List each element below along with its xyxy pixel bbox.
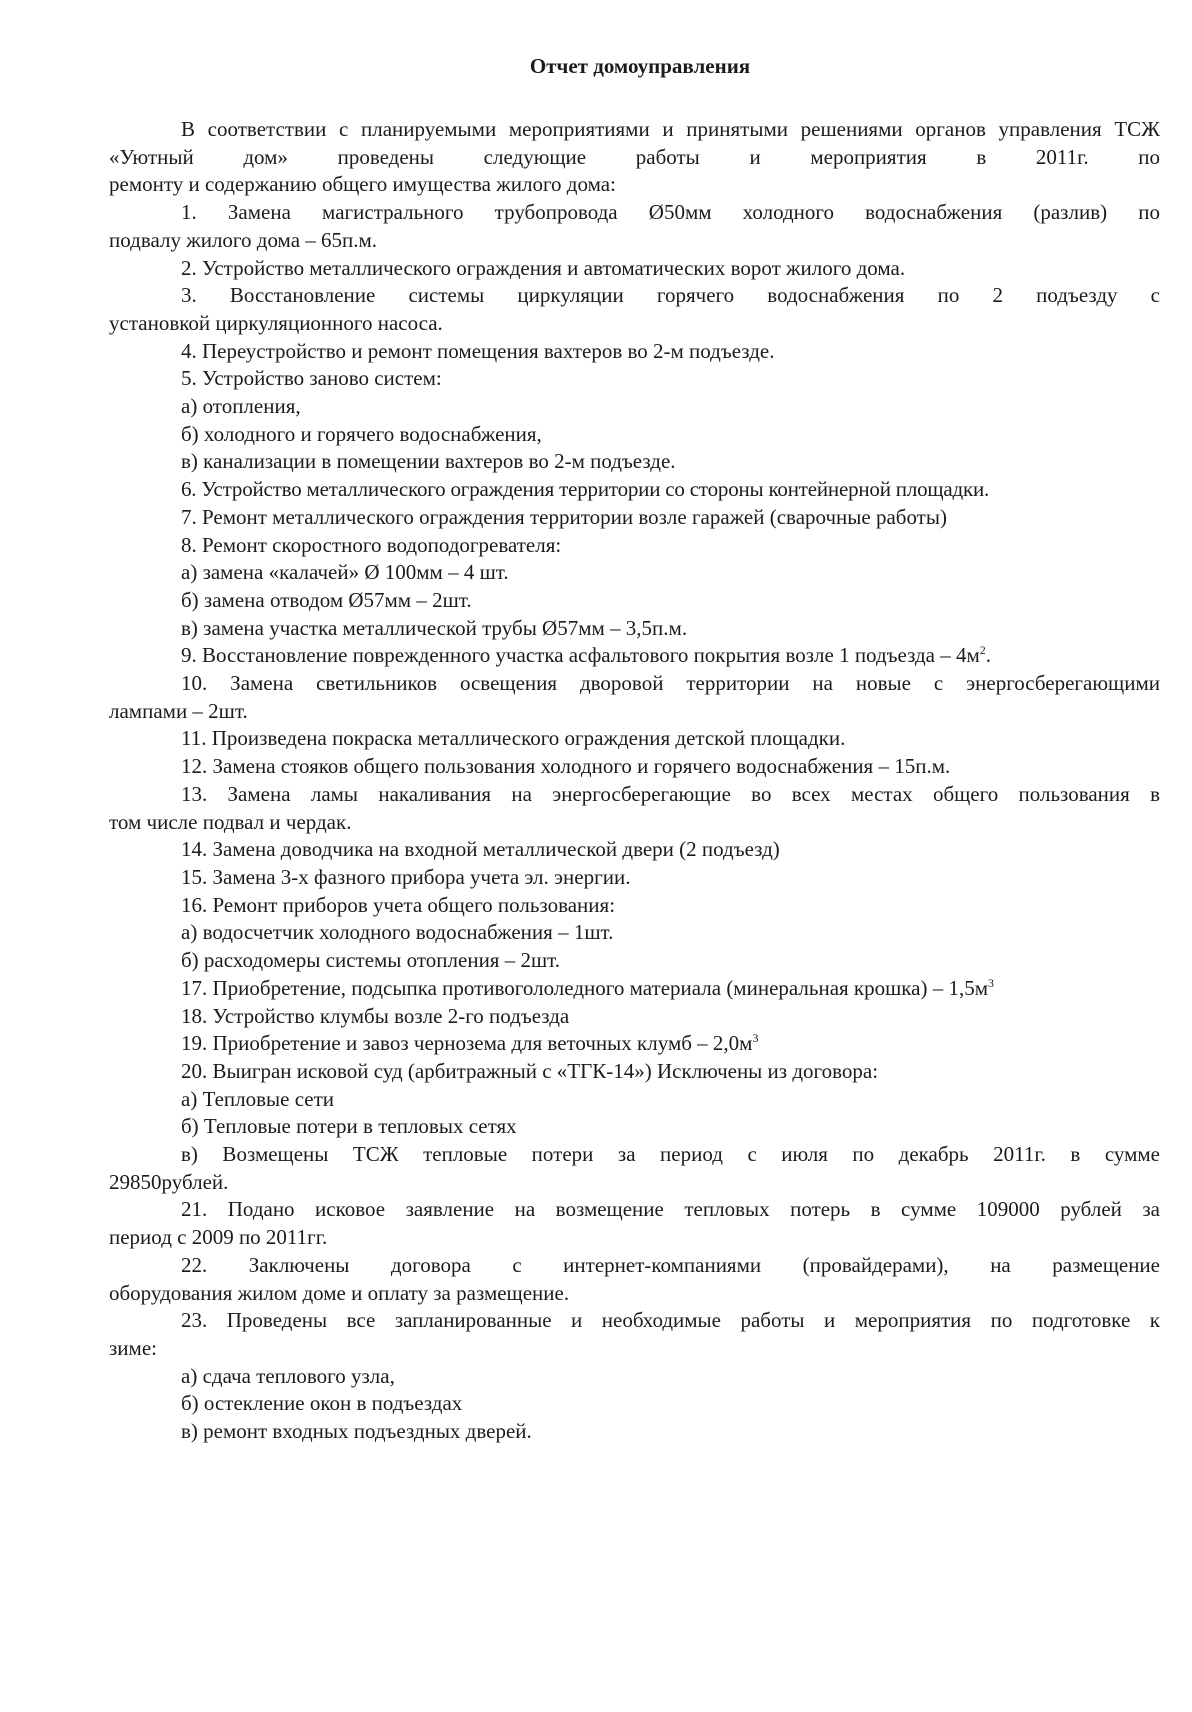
item-20: 20. Выигран исковой суд (арбитражный с «ТГК-14») Исключены из договора: [181, 1058, 879, 1083]
item-16-sub-b: б) расходомеры системы отопления – 2шт. [181, 948, 560, 973]
item-8: 8. Ремонт скоростного водоподогревателя: [181, 532, 562, 557]
item-5-sub-a: а) отопления, [181, 394, 301, 419]
item-8-sub-a: а) замена «калачей» Ø 100мм – 4 шт. [181, 560, 509, 585]
item-14: 14. Замена доводчика на входной металлической двери (2 подъезд) [181, 837, 780, 862]
item-20-sub-c-line-1: в) Возмещены ТСЖ тепловые потери за период с июля по декабрь 2011г. в сумме [181, 1142, 1160, 1167]
item-23-sub-c: в) ремонт входных подъездных дверей. [181, 1419, 532, 1444]
item-13-line-2: том числе подвал и чердак. [109, 809, 352, 834]
item-11: 11. Произведена покраска металлического ограждения детской площадки. [181, 726, 846, 751]
item-5: 5. Устройство заново систем: [181, 366, 442, 391]
item-8-sub-b: б) замена отводом Ø57мм – 2шт. [181, 587, 472, 612]
item-8-sub-c: в) замена участка металлической трубы Ø57мм – 3,5п.м. [181, 615, 688, 640]
item-9 [109, 642, 1160, 670]
item-16-sub-a: а) водосчетчик холодного водоснабжения – 1шт. [181, 920, 614, 945]
item-16: 16. Ремонт приборов учета общего пользования: [181, 892, 616, 917]
item-22-line-2: оборудования жилом доме и оплату за размещение. [109, 1280, 570, 1305]
document-body [109, 116, 1160, 1446]
item-9-end: . [985, 643, 992, 668]
item-20-sub-b: б) Тепловые потери в тепловых сетях [181, 1114, 517, 1139]
item-9-text: 9. Восстановление поврежденного участка асфальтового покрытия возле 1 подъезда – 4м [181, 643, 980, 668]
intro-paragraph-line-1: В соответствии с планируемыми мероприятиями и принятыми решениями органов управления ТСЖ «Уютный дом» проведены следующие работы и мероприятия в 2011г. по [109, 117, 1160, 169]
item-23-sub-b: б) остекление окон в подъездах [181, 1391, 463, 1416]
item-23-line-1: 23. Проведены все запланированные и необходимые работы и мероприятия по подготовке к [181, 1308, 1160, 1333]
item-13-line-1: 13. Замена ламы накаливания на энергосберегающие во всех местах общего пользования в [181, 781, 1160, 806]
item-18: 18. Устройство клумбы возле 2-го подъезда [181, 1003, 570, 1028]
intro-paragraph-line-2: ремонту и содержанию общего имущества жилого дома: [109, 172, 616, 197]
item-17-superscript: 3 [988, 975, 995, 990]
item-2: 2. Устройство металлического ограждения и автоматических ворот жилого дома. [181, 255, 906, 280]
item-17 [109, 975, 1160, 1003]
item-20-sub-c-line-2: 29850рублей. [109, 1169, 229, 1194]
item-20-sub-a: а) Тепловые сети [181, 1086, 335, 1111]
item-7: 7. Ремонт металлического ограждения территории возле гаражей (сварочные работы) [181, 504, 947, 529]
item-3-line-2: установкой циркуляционного насоса. [109, 310, 443, 335]
item-17-text: 17. Приобретение, подсыпка противогололедного материала (минеральная крошка) – 1,5м [181, 975, 989, 1000]
item-23-line-2: зиме: [109, 1335, 157, 1360]
item-10-line-1: 10. Замена светильников освещения дворовой территории на новые с энергосберегающими [181, 671, 1160, 696]
item-10-line-2: лампами – 2шт. [109, 698, 248, 723]
item-21-line-1: 21. Подано исковое заявление на возмещение тепловых потерь в сумме 109000 рублей за [181, 1197, 1160, 1222]
item-9-superscript: 2 [979, 643, 986, 658]
item-15: 15. Замена 3-х фазного прибора учета эл. энергии. [181, 864, 631, 889]
item-6: 6. Устройство металлического ограждения территории со стороны контейнерной площадки. [181, 477, 990, 502]
item-12: 12. Замена стояков общего пользования холодного и горячего водоснабжения – 15п.м. [181, 754, 951, 779]
item-23-sub-a: а) сдача теплового узла, [181, 1363, 395, 1388]
item-5-sub-c: в) канализации в помещении вахтеров во 2-м подъезде. [181, 449, 676, 474]
item-19-text: 19. Приобретение и завоз чернозема для веточных клумб – 2,0м [181, 1031, 753, 1056]
item-4: 4. Переустройство и ремонт помещения вахтеров во 2-м подъезде. [181, 338, 775, 363]
document-title: Отчет домоуправления [529, 54, 751, 78]
item-22-line-1: 22. Заключены договора с интернет-компаниями (провайдерами), на размещение [181, 1252, 1160, 1277]
item-3-line-1: 3. Восстановление системы циркуляции горячего водоснабжения по 2 подъезду с [181, 283, 1160, 308]
item-1-line-1: 1. Замена магистрального трубопровода Ø50мм холодного водоснабжения (разлив) по [181, 200, 1160, 225]
item-19-superscript: 3 [752, 1031, 759, 1046]
item-1-line-2: подвалу жилого дома – 65п.м. [109, 227, 378, 252]
item-19 [109, 1030, 1160, 1058]
item-5-sub-b: б) холодного и горячего водоснабжения, [181, 421, 542, 446]
item-21-line-2: период с 2009 по 2011гг. [109, 1225, 328, 1250]
